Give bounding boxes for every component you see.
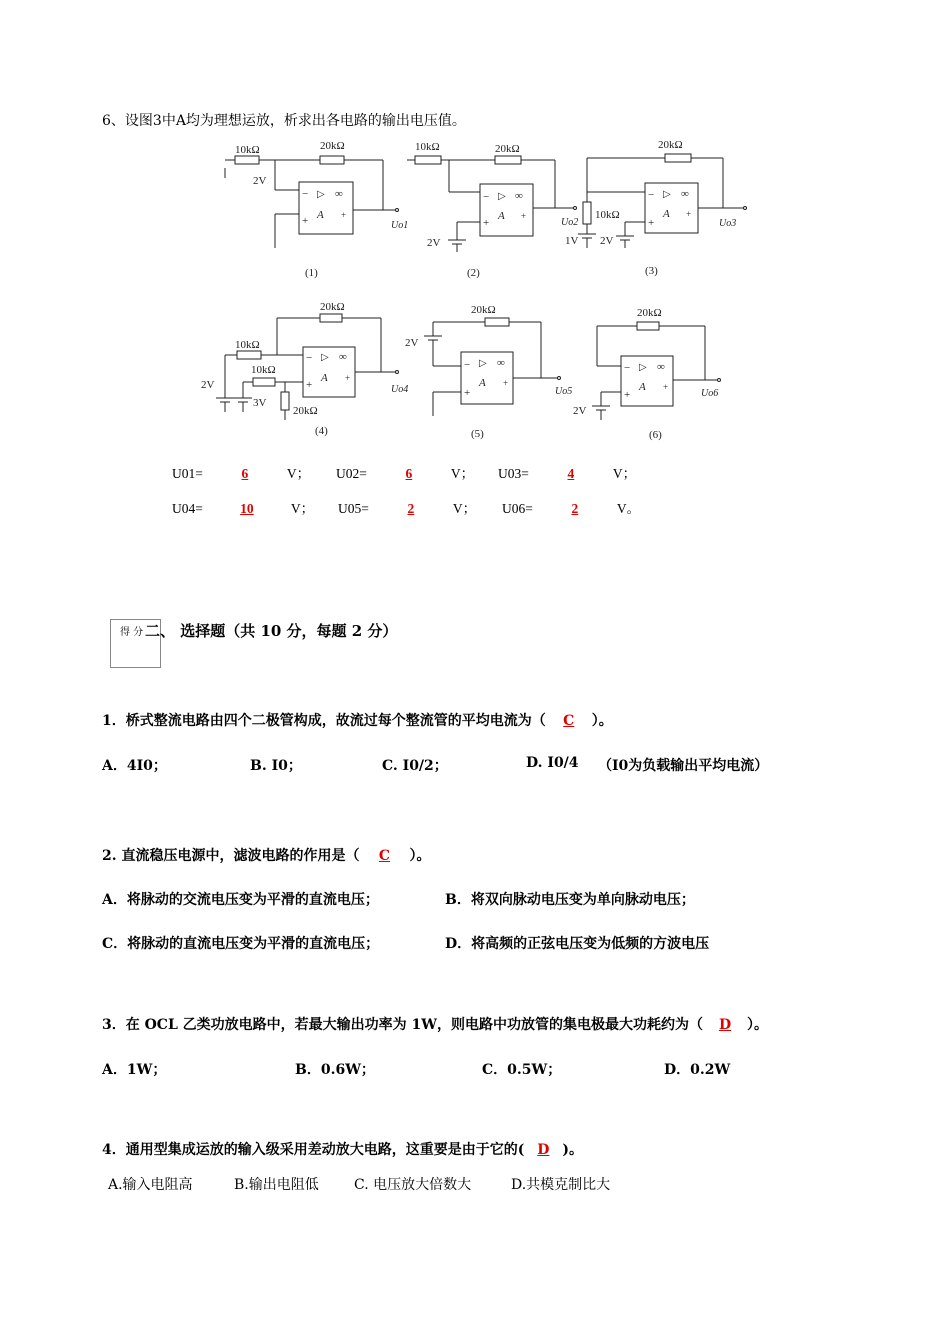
c4-minus: − <box>306 352 313 364</box>
c6-opamp-tri: ▷ <box>639 362 647 373</box>
c6-opamp-a: A <box>639 381 646 393</box>
c2-uo-label: Uo2 <box>561 217 579 228</box>
c5-plus: + <box>464 387 471 399</box>
c4-r20k-label-b: 20kΩ <box>293 405 318 417</box>
c3-uo-label: Uo3 <box>719 218 737 229</box>
c3-v1-label: 1V <box>565 235 579 247</box>
q4-option-a: A.输入电阻高 <box>108 1177 193 1193</box>
q1-option-c: C. I0/2； <box>382 758 448 774</box>
c5-opamp-inf: ∞ <box>497 357 505 369</box>
question-6-prompt: 6、设图3中A均为理想运放，析求出各电路的输出电压值。 <box>102 113 466 129</box>
circuit-4-label: (4) <box>315 425 328 437</box>
c6-opamp-inf: ∞ <box>657 361 665 373</box>
c2-v2-label: 2V <box>427 237 441 249</box>
q4-option-b: B.输出电阻低 <box>234 1177 319 1193</box>
c4-opamp-tri: ▷ <box>321 352 329 363</box>
c1-minus: − <box>302 188 309 200</box>
c3-opamp-tri: ▷ <box>663 189 671 200</box>
circuit-5-label: (5) <box>471 428 484 440</box>
c3-r20k-label: 20kΩ <box>658 139 683 151</box>
q2-option-c: C．将脉动的直流电压变为平滑的直流电压； <box>102 936 380 952</box>
circuit-2-label: (2) <box>467 267 480 279</box>
c3-minus: − <box>648 189 655 201</box>
c2-minus: − <box>483 191 490 203</box>
q2-option-a: A．将脉动的交流电压变为平滑的直流电压； <box>102 892 379 908</box>
c1-plus: + <box>302 215 309 227</box>
c2-plus: + <box>483 217 490 229</box>
circuit-1-label: (1) <box>305 267 318 279</box>
c2-opamp-a: A <box>498 210 505 222</box>
c1-r20k-label: 20kΩ <box>320 140 345 152</box>
c5-opamp-tri: ▷ <box>479 358 487 369</box>
c4-v3-label: 3V <box>253 397 267 409</box>
answer-u02-value: 6 <box>405 466 413 481</box>
c2-plus-out: + <box>521 211 527 221</box>
q3-option-d: D．0.2W <box>664 1062 731 1078</box>
c2-opamp-inf: ∞ <box>515 190 523 202</box>
question-1: 1．桥式整流电路由四个二极管构成，故流过每个整流管的平均电流为（ C ）。 <box>102 713 613 729</box>
score-label: 得 分 <box>120 627 144 638</box>
c5-r20k-label: 20kΩ <box>471 304 496 316</box>
c4-r20k-label: 20kΩ <box>320 301 345 313</box>
question-1-answer: C <box>563 713 575 729</box>
c6-plus: + <box>624 389 631 401</box>
answer-u01: U01= 6 V； <box>172 466 311 481</box>
circuit-5 <box>424 318 561 416</box>
circuit-3 <box>578 154 747 248</box>
answer-u06-value: 2 <box>571 501 579 516</box>
answer-u05: U05= 2 V； <box>338 501 477 516</box>
c6-v2-label: 2V <box>573 405 587 417</box>
c4-uo-label: Uo4 <box>391 384 409 395</box>
answer-u05-value: 2 <box>407 501 415 516</box>
answer-u04-value: 10 <box>240 501 254 516</box>
c2-r20k-label: 20kΩ <box>495 143 520 155</box>
c4-opamp-a: A <box>321 372 328 384</box>
answer-u03: U03= 4 V； <box>498 466 637 481</box>
c4-opamp-inf: ∞ <box>339 351 347 363</box>
c4-plus: + <box>306 379 313 391</box>
answer-u02: U02= 6 V； <box>336 466 475 481</box>
q4-option-c: C. 电压放大倍数大 <box>354 1177 472 1193</box>
c1-r10k-label: 10kΩ <box>235 144 260 156</box>
q3-option-a: A．1W； <box>102 1062 167 1078</box>
c3-r10k-label: 10kΩ <box>595 209 620 221</box>
q1-option-b: B. I0； <box>250 758 302 774</box>
q3-option-c: C．0.5W； <box>482 1062 562 1078</box>
c5-minus: − <box>464 359 471 371</box>
q1-option-d: D. I0/4 <box>526 755 579 771</box>
c5-v2-label: 2V <box>405 337 419 349</box>
c3-v2-label: 2V <box>600 235 614 247</box>
c4-r10k-label-a: 10kΩ <box>235 339 260 351</box>
question-2-answer: C <box>378 848 391 864</box>
q1-note: （I0为负载输出平均电流） <box>598 758 769 774</box>
section-2-title: 二、 选择题（共 10 分，每题 2 分） <box>145 622 398 640</box>
c6-r20k-label: 20kΩ <box>637 307 662 319</box>
answer-u06: U06= 2 V。 <box>502 501 641 516</box>
c3-plus: + <box>648 217 655 229</box>
answer-u01-value: 6 <box>241 466 249 481</box>
c6-plus-out: + <box>663 382 669 392</box>
c4-v2-label: 2V <box>201 379 215 391</box>
c6-uo-label: Uo6 <box>701 388 719 399</box>
c3-opamp-a: A <box>663 208 670 220</box>
c5-opamp-a: A <box>479 377 486 389</box>
c4-r10k-label-b: 10kΩ <box>251 364 276 376</box>
c3-opamp-inf: ∞ <box>681 188 689 200</box>
answer-u04: U04= 10 V； <box>172 501 315 516</box>
c2-opamp-tri: ▷ <box>498 191 506 202</box>
question-4: 4．通用型集成运放的输入级采用差动放大电路，这重要是由于它的( D )。 <box>102 1142 583 1158</box>
circuit-6-label: (6) <box>649 429 662 441</box>
c1-opamp-a: A <box>317 209 324 221</box>
circuit-3-label: (3) <box>645 265 658 277</box>
c1-opamp-tri: ▷ <box>317 189 325 200</box>
question-3-answer: D <box>718 1017 732 1033</box>
q1-option-a: A．4I0； <box>102 758 167 774</box>
c6-minus: − <box>624 362 631 374</box>
op-amp-circuits-figure <box>195 130 755 445</box>
q2-option-b: B．将双向脉动电压变为单向脉动电压； <box>445 892 695 908</box>
c1-v2-label: 2V <box>253 175 267 187</box>
c5-uo-label: Uo5 <box>555 386 573 397</box>
c1-opamp-inf: ∞ <box>335 188 343 200</box>
c4-plus-out: + <box>345 373 351 383</box>
c1-uo-label: Uo1 <box>391 220 409 231</box>
question-2: 2. 直流稳压电源中，滤波电路的作用是（ C ）。 <box>102 848 431 864</box>
q2-option-d: D．将高频的正弦电压变为低频的方波电压 <box>445 936 710 952</box>
circuit-1 <box>225 156 399 248</box>
c3-plus-out: + <box>686 209 692 219</box>
c1-plus-out: + <box>341 210 347 220</box>
q4-option-d: D.共模克制比大 <box>511 1177 611 1193</box>
c2-r10k-label: 10kΩ <box>415 141 440 153</box>
answer-u03-value: 4 <box>567 466 575 481</box>
c5-plus-out: + <box>503 378 509 388</box>
question-3: 3．在 OCL 乙类功放电路中，若最大输出功率为 1W，则电路中功放管的集电极最大功耗约为（ D ）。 <box>102 1017 769 1033</box>
q3-option-b: B．0.6W； <box>295 1062 375 1078</box>
question-4-answer: D <box>537 1142 550 1158</box>
